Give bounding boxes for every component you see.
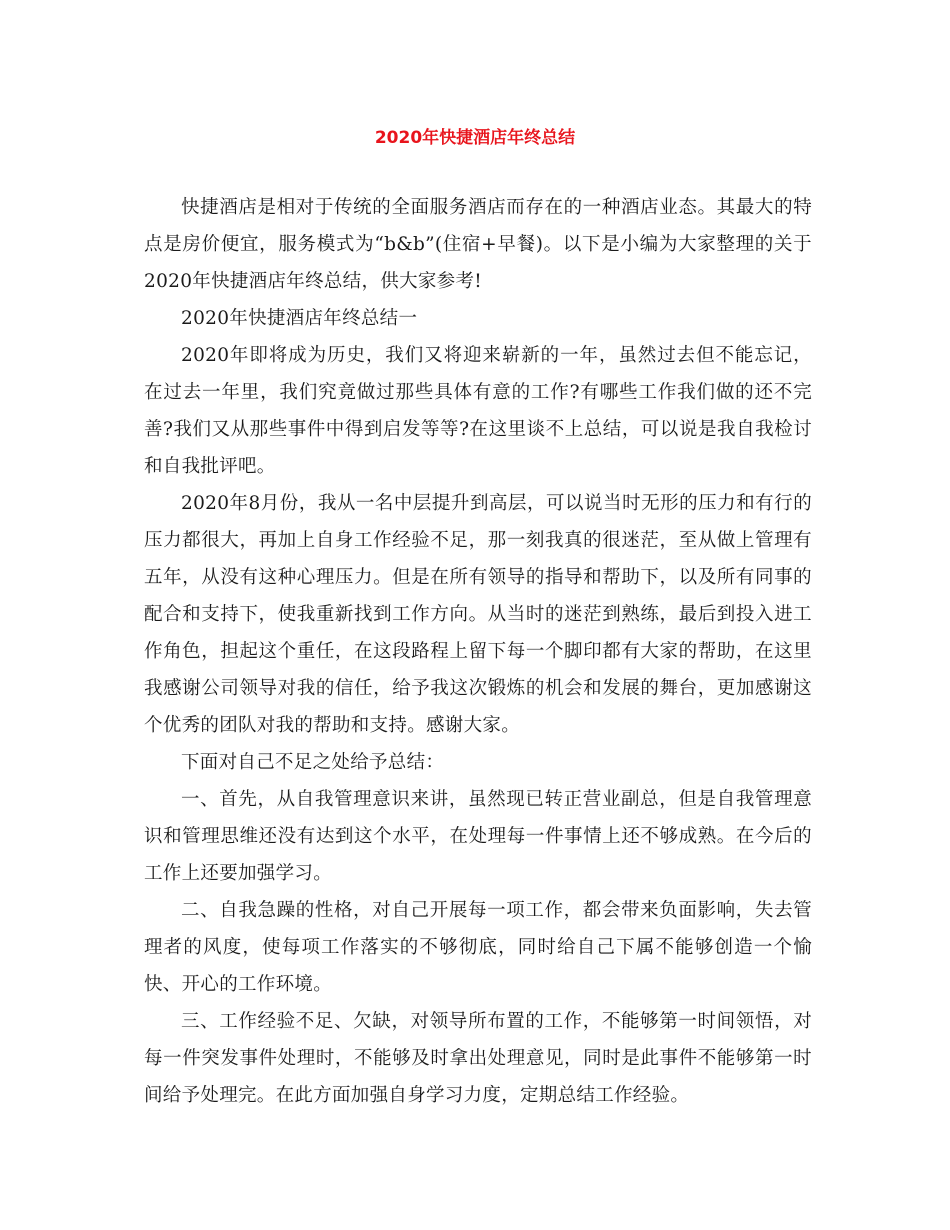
list-item: 一、首先，从自我管理意识来讲，虽然现已转正营业副总，但是自我管理意识和管理思维还没有达到这个水平，在处理每一件事情上还不够成熟。在今后的工作上还要加强学习。	[144, 789, 812, 884]
paragraph-intro: 快捷酒店是相对于传统的全面服务酒店而存在的一种酒店业态。其最大的特点是房价便宜，服务模式为“b&b”(住宿+早餐)。以下是小编为大家整理的关于2020年快捷酒店年终总结，供大家参考!	[144, 197, 812, 292]
document-title: 2020年快捷酒店年终总结	[374, 128, 576, 148]
section-heading: 2020年快捷酒店年终总结一	[181, 308, 418, 329]
paragraph: 2020年即将成为历史，我们又将迎来崭新的一年，虽然过去但不能忘记，在过去一年里，我们究竟做过那些具体有意的工作?有哪些工作我们做的还不完善?我们又从那些事件中得到启发等等?在这里谈不上总结，可以说是我自我检讨和自我批评吧。	[144, 345, 812, 477]
list-item: 三、工作经验不足、欠缺，对领导所布置的工作，不能够第一时间领悟，对每一件突发事件处理时，不能够及时拿出处理意见，同时是此事件不能够第一时间给予处理完。在此方面加强自身学习力度，定期总结工作经验。	[144, 1011, 812, 1106]
list-item: 二、自我急躁的性格，对自己开展每一项工作，都会带来负面影响，失去管理者的风度，使每项工作落实的不够彻底，同时给自己下属不能够创造一个愉快、开心的工作环境。	[144, 900, 812, 995]
document-body	[144, 189, 812, 1114]
paragraph: 下面对自己不足之处给予总结：	[181, 752, 445, 773]
paragraph: 2020年8月份，我从一名中层提升到高层，可以说当时无形的压力和有行的压力都很大，再加上自身工作经验不足，那一刻我真的很迷茫，至从做上管理有五年，从没有这种心理压力。但是在所有领导的指导和帮助下，以及所有同事的配合和支持下，使我重新找到工作方向。从当时的迷茫到熟练，最后到投入进工作角色，担起这个重任，在这段路程上留下每一个脚印都有大家的帮助，在这里我感谢公司领导对我的信任，给予我这次锻炼的机会和发展的舞台，更加感谢这个优秀的团队对我的帮助和支持。感谢大家。	[144, 493, 812, 736]
